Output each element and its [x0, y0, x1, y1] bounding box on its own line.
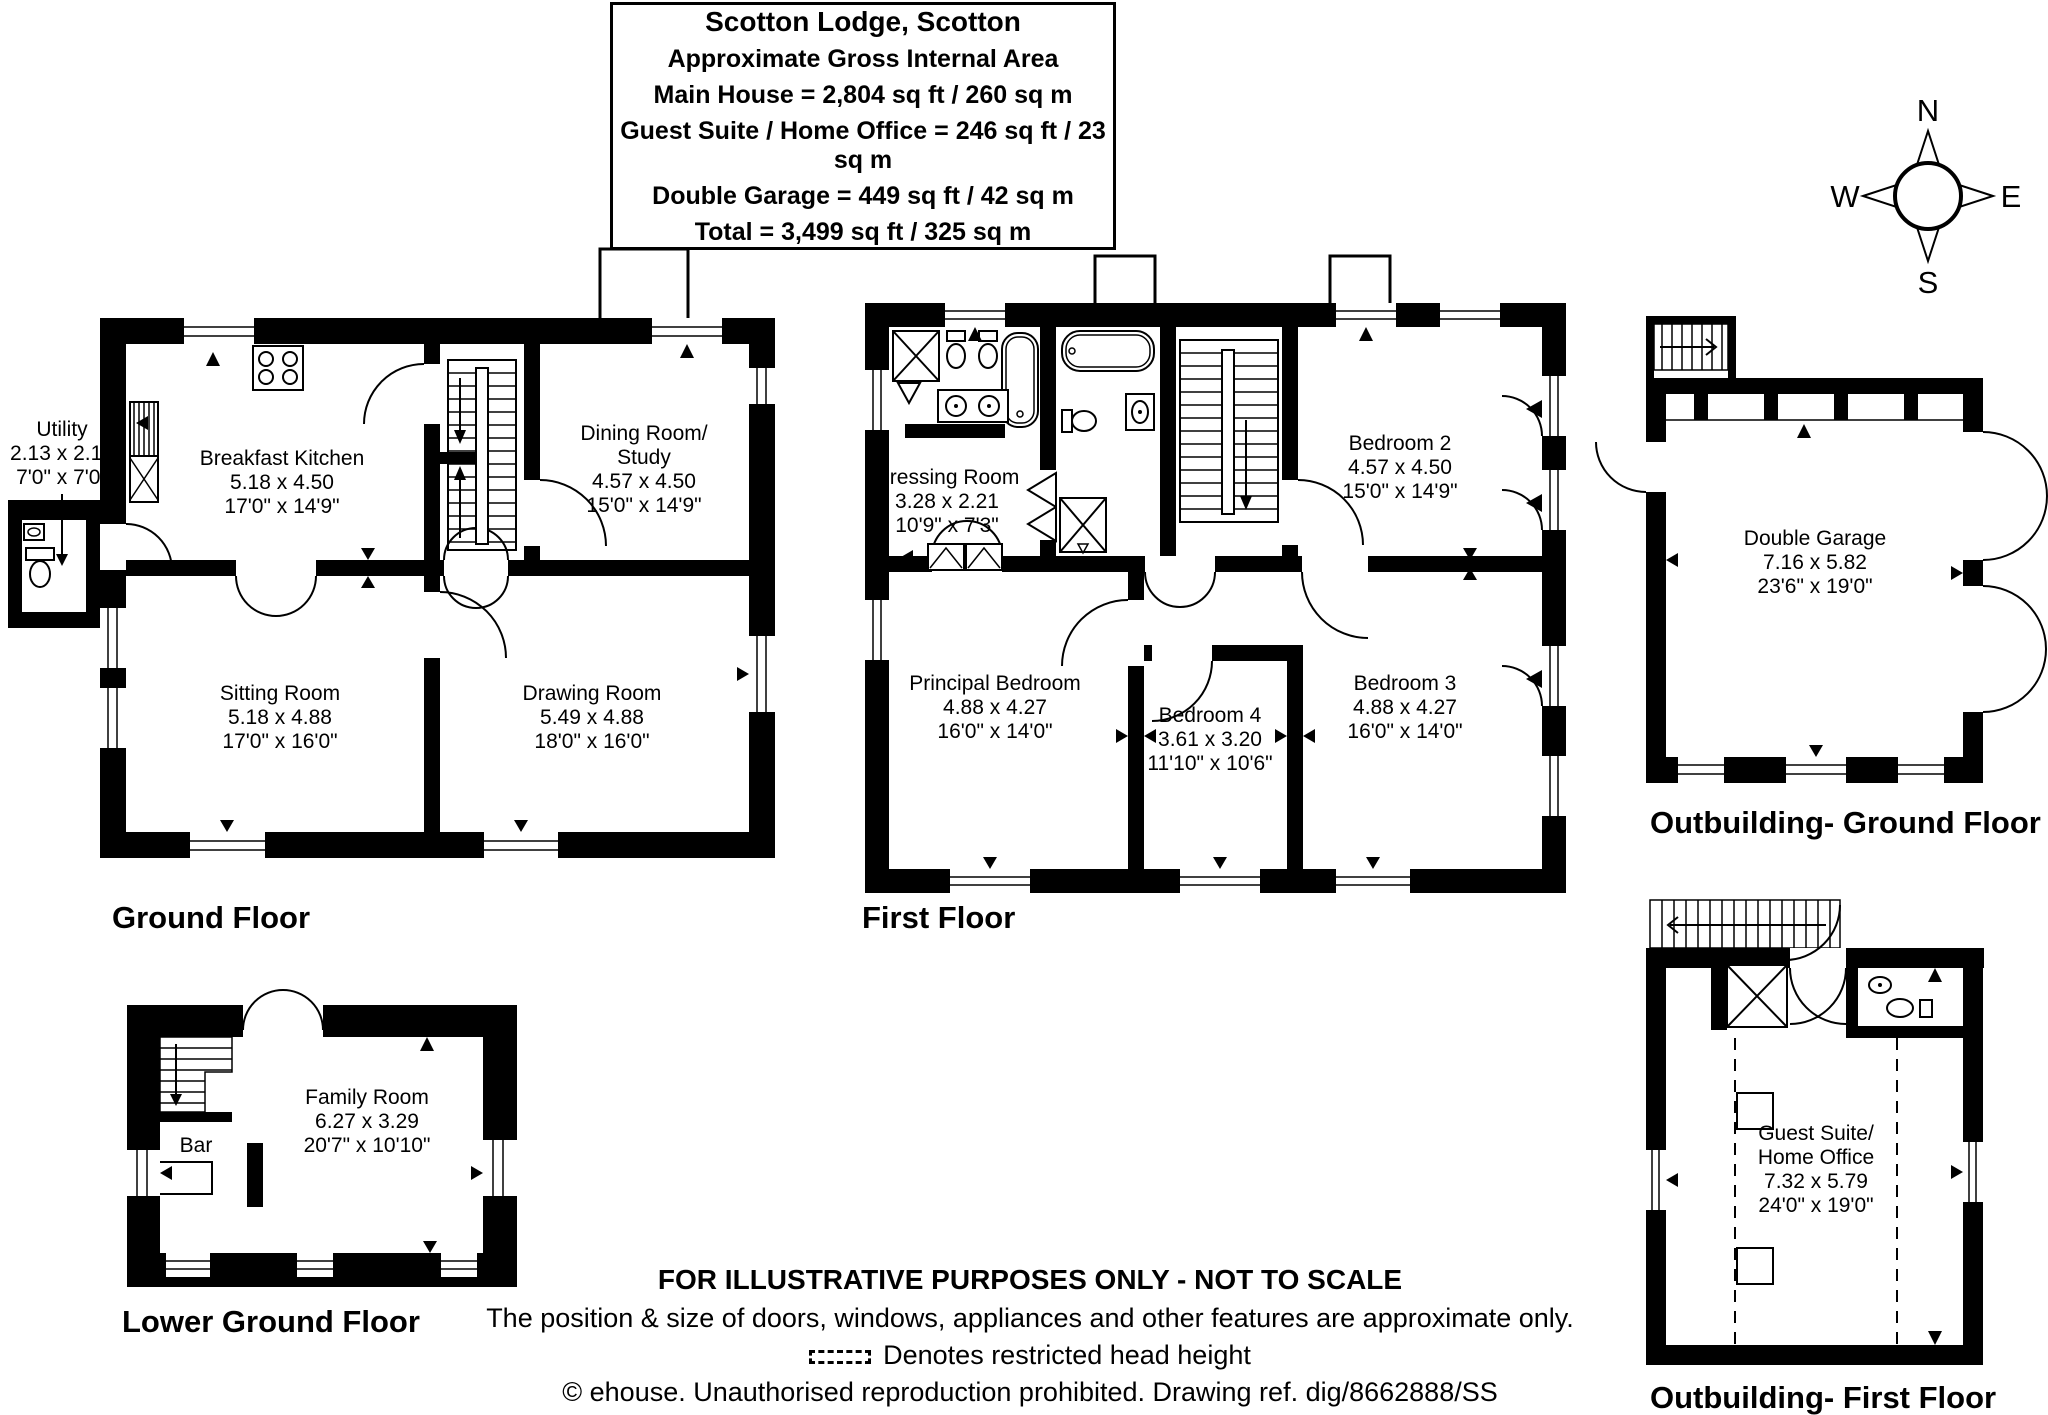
- room-imperial: 16'0" x 14'0": [937, 720, 1053, 743]
- interior-wall: [247, 1143, 263, 1207]
- room-imperial: 17'0" x 16'0": [222, 730, 338, 753]
- external-staircase: [1650, 900, 1840, 948]
- outbuilding-ground-floor-label: Outbuilding- Ground Floor: [1650, 805, 2041, 840]
- bar-counter: [160, 1134, 212, 1194]
- room-metric: 4.57 x 4.50: [592, 470, 696, 493]
- garage-area: Double Garage = 449 sq ft / 42 sq m: [652, 181, 1074, 210]
- wardrobe-icon: [928, 544, 1002, 570]
- sink-icon: [938, 390, 1008, 422]
- compass-west-label: W: [1830, 179, 1860, 214]
- drawing-room-label: [523, 682, 662, 753]
- room-metric: 3.28 x 2.21: [895, 490, 999, 513]
- room-metric: 5.18 x 4.50: [230, 471, 334, 494]
- disclaimer-line: FOR ILLUSTRATIVE PURPOSES ONLY - NOT TO SCALE: [657, 1264, 1403, 1295]
- room-imperial: 16'0" x 14'0": [1347, 720, 1463, 743]
- total-area: Total = 3,499 sq ft / 325 sq m: [694, 217, 1032, 246]
- approximation-note: The position & size of doors, windows, appliances and other features are approximate only.: [486, 1303, 1574, 1333]
- room-metric: 6.27 x 3.29: [315, 1110, 419, 1133]
- sink-icon: [24, 524, 44, 540]
- windows: [1678, 757, 1944, 783]
- room-name: Bedroom 3: [1353, 672, 1457, 695]
- room-name: Dining Room/: [580, 422, 708, 445]
- room-name: Principal Bedroom: [909, 672, 1081, 695]
- room-imperial: 15'0" x 14'9": [1342, 480, 1458, 503]
- room-name: Double Garage: [1743, 527, 1887, 550]
- guest-suite-label: [1758, 1122, 1874, 1217]
- chimney-outline: [1095, 256, 1155, 303]
- room-metric: 2.13 x 2.13: [10, 442, 114, 465]
- guest-suite-area: Guest Suite / Home Office = 246 sq ft / 23 sq m: [620, 116, 1106, 174]
- double-garage-label: [1744, 527, 1886, 598]
- garage-door-arc: [1983, 586, 2046, 712]
- dressing-room-label: [875, 466, 1020, 537]
- opening-markers: [136, 344, 749, 832]
- sitting-room-label: [220, 682, 340, 753]
- restricted-head-height-key: [280, 1340, 1780, 1371]
- compass-north-label: N: [1916, 93, 1940, 128]
- window-colonnade: [1666, 394, 1963, 420]
- room-name: Breakfast Kitchen: [199, 447, 365, 470]
- first-floor-plan: [862, 256, 1566, 935]
- room-name: Utility: [36, 418, 88, 441]
- breakfast-kitchen-label: [200, 447, 365, 518]
- outbuilding-first-floor-label: Outbuilding- First Floor: [1650, 1380, 1997, 1415]
- outbuilding-ground-floor-plan: [1596, 316, 2047, 840]
- room-imperial: 20'7" x 10'10": [303, 1134, 431, 1157]
- room-name: Bedroom 2: [1348, 432, 1452, 455]
- utility-annex-walls: [8, 500, 100, 628]
- property-title: Scotton Lodge, Scotton: [705, 5, 1021, 37]
- compass-south-label: S: [1917, 265, 1939, 300]
- fridge-icon: [130, 402, 158, 502]
- room-name: Bedroom 4: [1158, 704, 1262, 727]
- lower-ground-floor-label: Lower Ground Floor: [122, 1304, 420, 1339]
- shower-icon: [1060, 498, 1106, 553]
- staircase: [160, 1037, 232, 1122]
- utility-pointer-arrow: [56, 554, 68, 566]
- room-name2: Study: [617, 446, 671, 469]
- main-house-area: Main House = 2,804 sq ft / 260 sq m: [653, 80, 1073, 109]
- top-wall: [1646, 378, 1983, 394]
- room-metric: 4.57 x 4.50: [1348, 456, 1452, 479]
- room-name: Drawing Room: [522, 682, 662, 705]
- gia-subtitle: Approximate Gross Internal Area: [667, 44, 1059, 73]
- toilet-icon: [1887, 999, 1932, 1017]
- room-imperial: 18'0" x 16'0": [534, 730, 650, 753]
- room-metric: 5.18 x 4.88: [228, 706, 332, 729]
- room-metric: 3.61 x 3.20: [1158, 728, 1262, 751]
- toilet-icon: [26, 548, 54, 587]
- room-metric: 5.49 x 4.88: [540, 706, 644, 729]
- shower-icon: [893, 331, 939, 403]
- room-name: Family Room: [305, 1086, 429, 1109]
- interior-walls: [126, 344, 749, 832]
- dashed-key-icon: [809, 1350, 871, 1364]
- restricted-head-height-text: Denotes restricted head height: [883, 1340, 1251, 1370]
- room-imperial: 11'10" x 10'6": [1147, 752, 1273, 775]
- compass-icon: [1830, 93, 2021, 300]
- room-imperial: 23'6" x 19'0": [1757, 575, 1873, 598]
- room-imperial: 17'0" x 14'9": [224, 495, 340, 518]
- ground-floor-label: Ground Floor: [112, 900, 311, 935]
- hob-icon: [253, 346, 303, 390]
- room-name: Dressing Room: [874, 466, 1020, 489]
- garage-door-arc: [1983, 432, 2047, 560]
- bedroom2-label: [1342, 432, 1457, 503]
- room-metric: 7.32 x 5.79: [1764, 1170, 1868, 1193]
- principal-bedroom-label: [909, 672, 1081, 743]
- room-metric: 4.88 x 4.27: [943, 696, 1047, 719]
- room-name2: Home Office: [1757, 1146, 1875, 1169]
- room-imperial: 10'9" x 7'3": [895, 514, 999, 537]
- shower-icon: [1727, 965, 1787, 1027]
- sink-icon: [1126, 394, 1154, 430]
- chimney-outline: [1330, 256, 1390, 303]
- copyright-line: © ehouse. Unauthorised reproduction prohibited. Drawing ref. dig/8662888/SS: [562, 1377, 1498, 1407]
- entrance-opening: [243, 1005, 323, 1037]
- compass-east-label: E: [2000, 179, 2022, 214]
- room-metric: 7.16 x 5.82: [1763, 551, 1867, 574]
- room-imperial: 24'0" x 19'0": [1758, 1194, 1874, 1217]
- room-name: Guest Suite/: [1758, 1122, 1874, 1145]
- external-staircase: [1646, 316, 1736, 378]
- room-imperial: 15'0" x 14'9": [586, 494, 702, 517]
- toilet-icon: [1062, 410, 1096, 432]
- footer-disclaimer: [280, 1264, 1780, 1408]
- first-floor-label: First Floor: [862, 900, 1016, 935]
- room-metric: 4.88 x 4.27: [1353, 696, 1457, 719]
- windows: [127, 1140, 517, 1277]
- bath-icon: [1062, 331, 1154, 371]
- chimney-outline: [600, 249, 688, 318]
- bedroom4-label: [1147, 704, 1272, 775]
- room-imperial: 7'0" x 7'0": [16, 466, 108, 489]
- bar-label: Bar: [179, 1134, 213, 1157]
- ground-floor-plan: [8, 249, 775, 935]
- dining-room-label: [580, 422, 707, 517]
- sink-icon: [1869, 977, 1891, 993]
- staircase: [1180, 340, 1278, 522]
- room-name: Sitting Room: [219, 682, 341, 705]
- bedroom3-label: [1347, 672, 1462, 743]
- family-room-label: [304, 1086, 431, 1157]
